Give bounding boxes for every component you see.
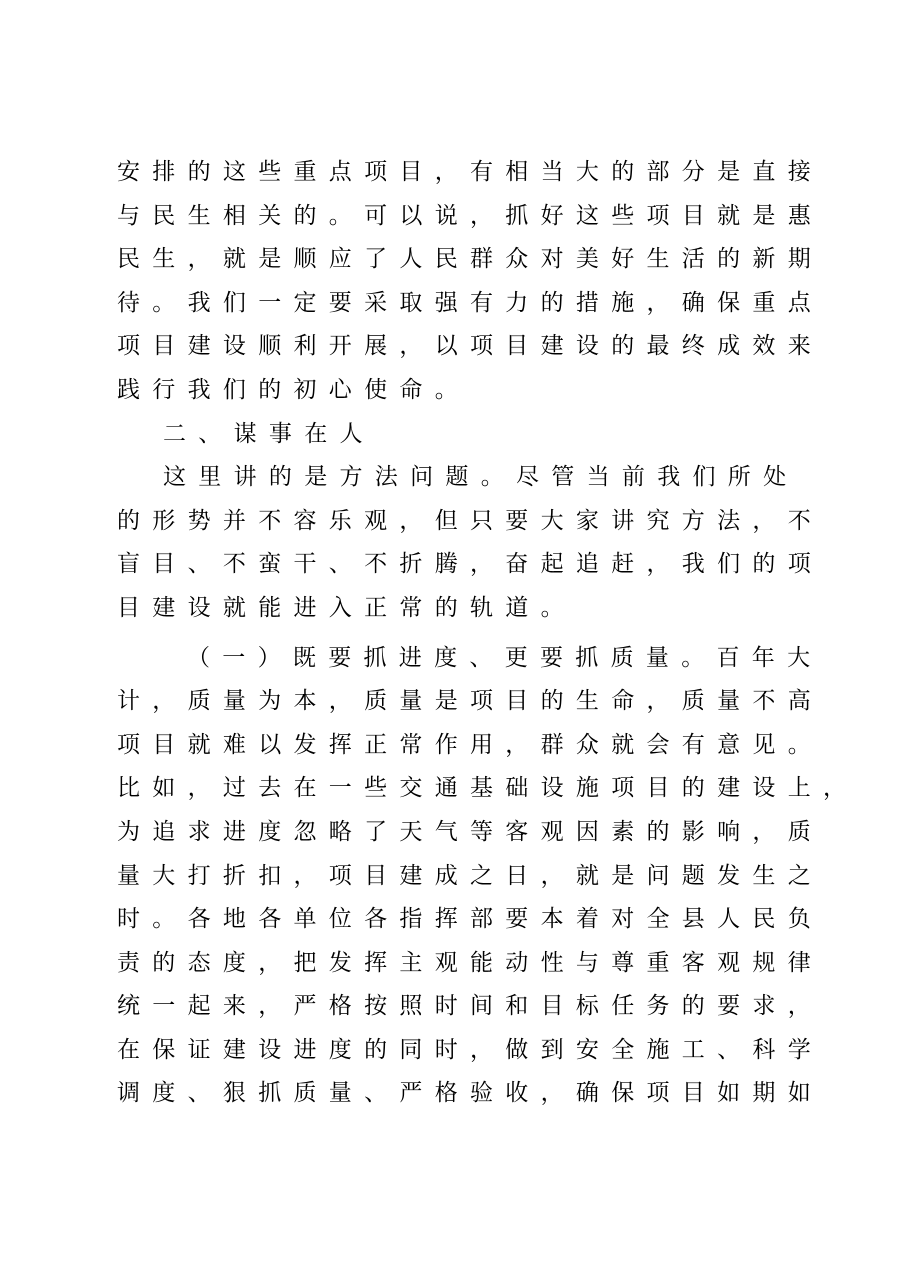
text-line: 践行我们的初心使命。	[117, 376, 470, 403]
text-line: 责的态度，把发挥主观能动性与尊重客观规律	[117, 949, 823, 976]
text-line: 与民生相关的。可以说，抓好这些项目就是惠	[117, 202, 823, 229]
text-line: 这里讲的是方法问题。尽管当前我们所处	[163, 464, 799, 491]
text-line: 调度、狠抓质量、严格验收，确保项目如期如	[117, 1080, 823, 1107]
subsection-heading: （一）既要抓进度、更要抓质量。百年大	[187, 644, 823, 671]
section-heading: 二、谋事在人	[163, 420, 375, 447]
text-line: 项目建设顺利开展，以项目建设的最终成效来	[117, 333, 823, 360]
text-line: 目建设就能进入正常的轨道。	[117, 594, 576, 621]
text-line: 民生，就是顺应了人民群众对美好生活的新期	[117, 246, 823, 273]
text-line: 在保证建设进度的同时，做到安全施工、科学	[117, 1036, 823, 1063]
text-line: 时。各地各单位各指挥部要本着对全县人民负	[117, 906, 823, 933]
text-line: 盲目、不蛮干、不折腾，奋起追赶，我们的项	[117, 551, 823, 578]
text-line: 量大打折扣，项目建成之日，就是问题发生之	[117, 862, 823, 889]
text-line: 为追求进度忽略了天气等客观因素的影响，质	[117, 818, 823, 845]
text-line: 项目就难以发挥正常作用，群众就会有意见。	[117, 731, 823, 758]
text-line: 比如，过去在一些交通基础设施项目的建设上，	[117, 775, 859, 802]
text-line: 的形势并不容乐观，但只要大家讲究方法，不	[117, 507, 823, 534]
body-text	[117, 151, 859, 1116]
text-line: 待。我们一定要采取强有力的措施，确保重点	[117, 289, 823, 316]
text-line: 计，质量为本，质量是项目的生命，质量不高	[117, 688, 823, 715]
text-line: 安排的这些重点项目，有相当大的部分是直接	[117, 159, 823, 185]
text-line: 统一起来，严格按照时间和目标任务的要求，	[117, 993, 823, 1020]
